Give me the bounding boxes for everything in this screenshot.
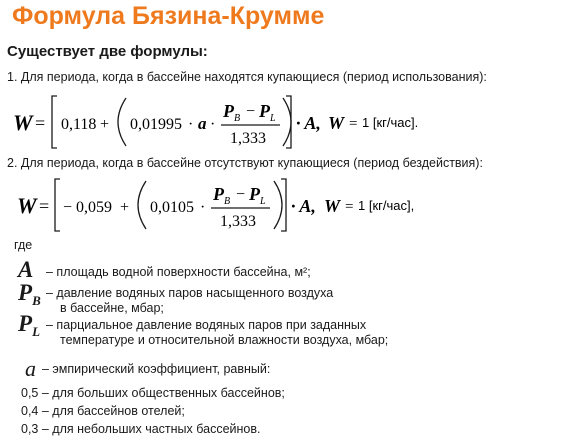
formula2-pb-sub: B [224, 196, 231, 207]
formula2-w: W [17, 193, 37, 218]
value-row: 0,5 – для больших общественных бассейнов; [21, 386, 285, 400]
formula2-coef: 0,0105 [150, 199, 194, 216]
formula2-bracket-left [55, 179, 60, 231]
case1-label: 1. Для периода, когда в бассейне находятся купающиеся (период использования): [7, 70, 487, 84]
formula1-w2-eq: = [349, 116, 358, 132]
formula1-times-a: · A, [296, 113, 321, 133]
formula1-coef: 0,01995 [130, 116, 182, 133]
formula-2 [0, 176, 573, 236]
coef-a-symbol: a [25, 356, 36, 381]
legend-text-pb: – давление водяных паров насыщенного воздуха [46, 286, 334, 300]
legend-symbol-pl: $P_L$ [18, 311, 41, 339]
formula1-const: 0,118 [61, 116, 97, 133]
formula2-minus: − [236, 186, 246, 203]
formula2-paren-right [274, 181, 282, 229]
formula1-pb-sub: B [234, 113, 241, 124]
formula1-paren-right [283, 98, 291, 146]
formula1-dot: · [188, 116, 194, 133]
formula2-den: 1,333 [220, 213, 256, 230]
legend-symbol-a: A [18, 257, 34, 282]
formula1-minus: − [246, 103, 256, 120]
page-title: Формула Бязина-Крумме [12, 2, 325, 30]
formula1-pl: P [259, 101, 270, 121]
formula1-pb: P [223, 101, 234, 121]
formula1-w2: W [328, 113, 345, 133]
formula1-den: 1,333 [230, 130, 266, 147]
formula-1 [0, 92, 573, 152]
formula1-a: a [198, 114, 207, 133]
legend-symbol-pb: $P_B$ [18, 280, 41, 308]
formula2-dot: · [200, 199, 206, 216]
formula2-const: − 0,059 [63, 199, 113, 216]
case2-label: 2. Для периода, когда в бассейне отсутствуют купающиеся (период бездействия): [7, 156, 483, 170]
coef-a-text: – эмпирический коэффициент, равный: [42, 362, 271, 376]
formula2-plus: + [120, 199, 130, 216]
formula1-w: W [13, 110, 33, 135]
formula2-pb: P [213, 184, 224, 204]
formula1-eq: = [35, 113, 46, 133]
legend-text-pl: – парциальное давление водяных паров при заданных [46, 318, 367, 332]
formula2-w2: W [324, 196, 341, 216]
formula1-pl-sub: L [270, 113, 276, 124]
formula2-times-a: · A, [291, 196, 316, 216]
formula1-dot2: · [210, 116, 216, 133]
formula2-eq: = [39, 196, 50, 216]
formula2-paren-left [138, 181, 146, 229]
formula1-bracket-left [52, 96, 57, 148]
formula1-unit: 1 [кг/час]. [362, 115, 419, 130]
value-row: 0,4 – для бассейнов отелей; [21, 404, 185, 418]
value-row: 0,3 – для небольших частных бассейнов. [21, 422, 261, 436]
formula1-paren-left [118, 98, 126, 146]
formula2-w2-eq: = [345, 199, 354, 215]
legend-text-a: – площадь водной поверхности бассейна, м²; [46, 265, 311, 279]
formula2-pl: P [249, 184, 260, 204]
formula1-plus: + [100, 116, 110, 133]
formula2-pl-sub: L [260, 196, 266, 207]
formulas-subtitle: Существует две формулы: [7, 43, 208, 60]
where-label: где [14, 238, 33, 252]
formula2-unit: 1 [кг/час], [358, 198, 415, 213]
legend-text-pb-line2: в бассейне, мбар; [60, 301, 164, 315]
legend-text-pl-line2: температуре и относительной влажности воздуха, мбар; [60, 333, 389, 347]
